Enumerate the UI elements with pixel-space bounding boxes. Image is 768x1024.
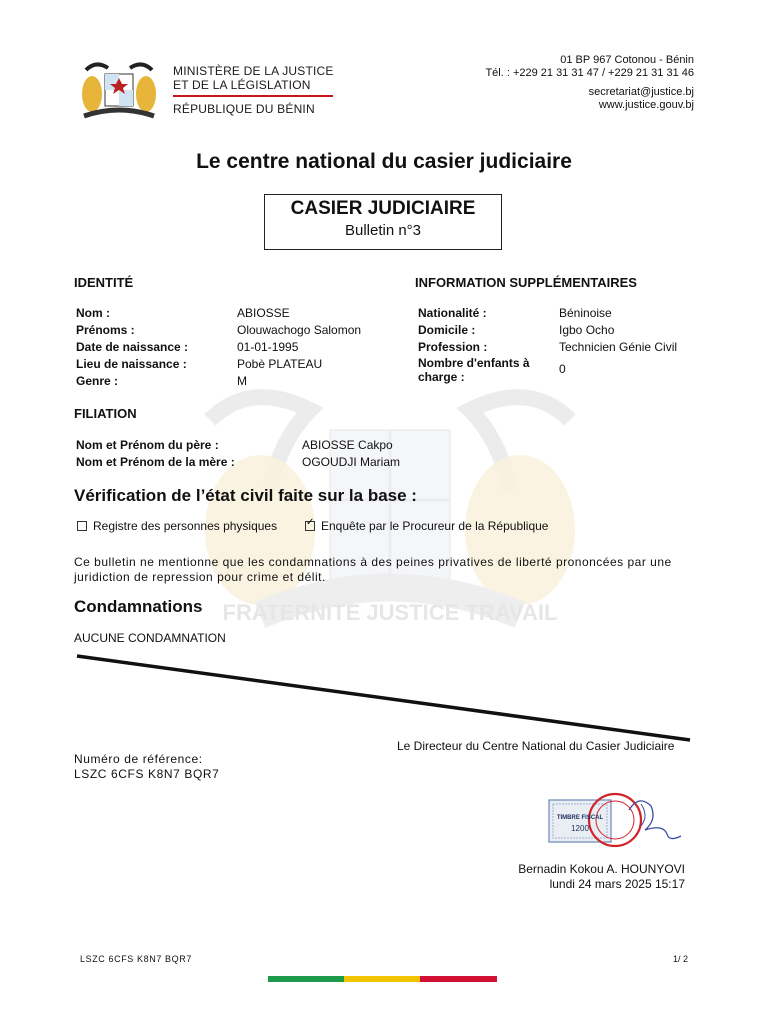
extra-info-labels bbox=[418, 305, 530, 384]
option-enquete bbox=[305, 519, 548, 533]
signatory-block bbox=[518, 862, 685, 891]
check-mark-icon: ✓ bbox=[306, 517, 315, 528]
label-enfants-charge: charge : bbox=[418, 370, 465, 384]
label-pere: Nom et Prénom du père : bbox=[76, 438, 219, 452]
value-pere: ABIOSSE Cakpo bbox=[302, 438, 393, 452]
verification-heading: Vérification de l’état civil faite sur la base : bbox=[74, 486, 417, 505]
value-enfants: 0 bbox=[559, 362, 566, 376]
filiation-values bbox=[302, 437, 400, 471]
website: www.justice.gouv.bj bbox=[598, 99, 694, 111]
value-profession: Technicien Génie Civil bbox=[559, 340, 678, 354]
condemnations-heading: Condamnations bbox=[74, 597, 203, 616]
reference-value: LSZC 6CFS K8N7 BQR7 bbox=[74, 767, 220, 781]
extra-info-values bbox=[559, 305, 677, 378]
stamp-amount: 1200 bbox=[571, 824, 589, 833]
option-enquete-label: Enquête par le Procureur de la République bbox=[321, 519, 549, 533]
option-registre-label: Registre des personnes physiques bbox=[93, 519, 278, 533]
label-domicile: Domicile : bbox=[418, 323, 476, 337]
contact-block bbox=[485, 54, 694, 112]
footer-reference: LSZC 6CFS K8N7 BQR7 bbox=[80, 954, 192, 964]
flag-stripe-green bbox=[268, 976, 344, 982]
identity-labels bbox=[76, 305, 188, 390]
address: 01 BP 967 Cotonou - Bénin bbox=[560, 54, 694, 66]
bulletin-number: Bulletin n°3 bbox=[344, 222, 422, 239]
benin-coat-of-arms-icon bbox=[78, 58, 160, 128]
ministry-line-2: ET DE LA LÉGISLATION bbox=[173, 78, 311, 92]
notice-paragraph: Ce bulletin ne mentionne que les condamnations à des peines privatives de liberté prononcées par une juridiction de repression pour crime et délit. bbox=[74, 555, 672, 584]
extra-info-heading: INFORMATION SUPPLÉMENTAIRES bbox=[415, 275, 637, 290]
value-nationalite: Béninoise bbox=[559, 306, 612, 320]
signatory-title: Le Directeur du Centre National du Casier Judiciaire bbox=[397, 739, 675, 753]
reference-label: Numéro de référence: bbox=[74, 752, 203, 766]
identity-heading: IDENTITÉ bbox=[74, 275, 134, 290]
fiscal-stamp-and-signature bbox=[545, 790, 690, 860]
page-title: Le centre national du casier judiciaire bbox=[196, 150, 572, 173]
signature-date: lundi 24 mars 2025 15:17 bbox=[549, 877, 685, 891]
phone: Tél. : +229 21 31 31 47 / +229 21 31 31 46 bbox=[485, 67, 694, 79]
checkbox-enquete[interactable] bbox=[305, 517, 315, 531]
watermark-motto: FRATERNITE JUSTICE TRAVAIL bbox=[222, 600, 558, 625]
value-lieu-naissance: Pobè PLATEAU bbox=[237, 357, 323, 371]
document-type-title: CASIER JUDICIAIRE bbox=[290, 198, 476, 219]
signatory-name: Bernadin Kokou A. HOUNYOVI bbox=[518, 862, 685, 876]
value-prenoms: Olouwachogo Salomon bbox=[237, 323, 362, 337]
strike-through-line bbox=[0, 640, 768, 750]
value-nom: ABIOSSE bbox=[237, 306, 290, 320]
condemnations-value: AUCUNE CONDAMNATION bbox=[74, 631, 226, 645]
label-genre: Genre : bbox=[76, 374, 119, 388]
email: secretariat@justice.bj bbox=[588, 86, 694, 98]
stamp-label: TIMBRE FISCAL bbox=[556, 815, 604, 821]
flag-stripe-red bbox=[420, 976, 497, 982]
value-genre: M bbox=[237, 374, 247, 388]
label-nom: Nom : bbox=[76, 306, 110, 320]
label-nationalite: Nationalité : bbox=[418, 306, 487, 320]
ministry-block bbox=[173, 64, 334, 116]
label-prenoms: Prénoms : bbox=[76, 323, 135, 337]
filiation-heading: FILIATION bbox=[74, 406, 137, 421]
identity-values bbox=[237, 305, 361, 390]
label-date-naissance: Date de naissance : bbox=[76, 340, 189, 354]
checkbox-registre[interactable] bbox=[77, 521, 87, 531]
value-domicile: Igbo Ocho bbox=[559, 323, 615, 337]
value-date-naissance: 01-01-1995 bbox=[237, 340, 299, 354]
label-mere: Nom et Prénom de la mère : bbox=[76, 455, 235, 469]
page-number: 1/ 2 bbox=[672, 954, 688, 964]
reference-block bbox=[74, 752, 219, 782]
document-type-box bbox=[264, 194, 502, 250]
ministry-line-1: MINISTÈRE DE LA JUSTICE bbox=[173, 64, 334, 78]
flag-stripe-yellow bbox=[344, 976, 420, 982]
label-profession: Profession : bbox=[418, 340, 488, 354]
label-enfants: Nombre d'enfants à bbox=[418, 356, 530, 370]
label-lieu-naissance: Lieu de naissance : bbox=[76, 357, 187, 371]
filiation-labels bbox=[76, 437, 235, 471]
option-registre bbox=[77, 519, 277, 533]
ministry-rule bbox=[173, 95, 333, 97]
value-mere: OGOUDJI Mariam bbox=[302, 455, 401, 469]
republic-label: RÉPUBLIQUE DU BÉNIN bbox=[173, 102, 315, 116]
